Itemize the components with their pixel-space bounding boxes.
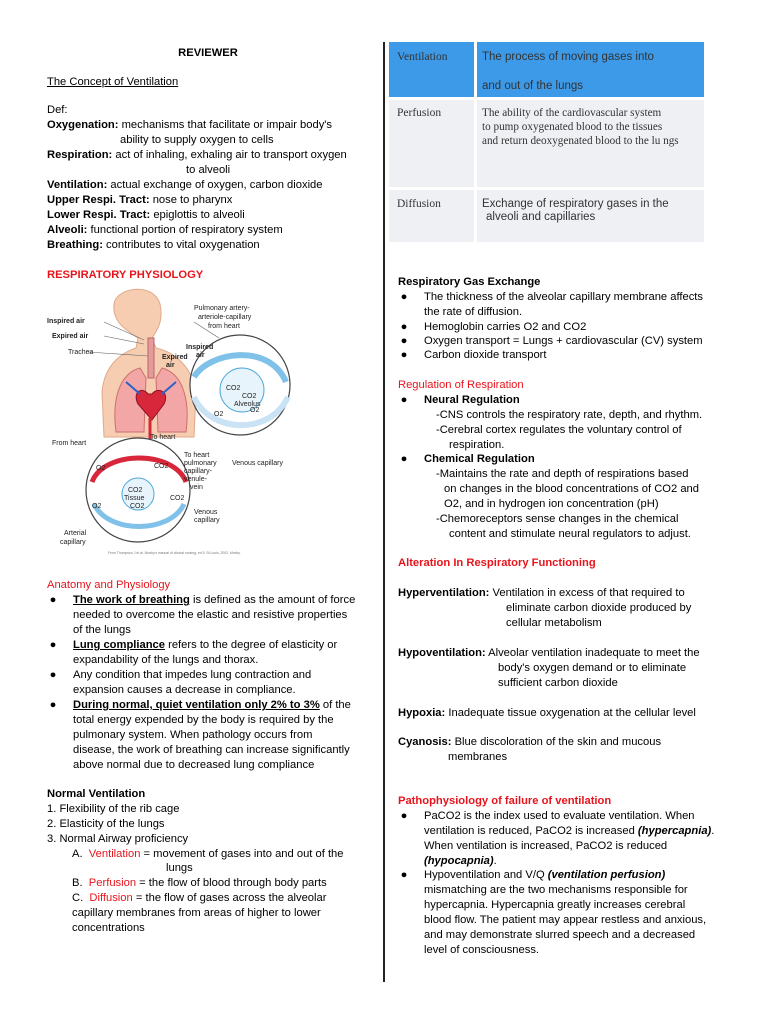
table-row: [389, 190, 704, 242]
fig-pulm-artery: Pulmonary artery-: [194, 305, 250, 312]
list-item: ● Any condition that impedes lung contraction and expansion causes a decrease in compliance.: [49, 669, 312, 696]
fig-credit: From Thompson J et al. Mosby's manual of clinical nursing, ed 5. St Louis, 2002, Mosby.: [108, 551, 241, 555]
chemical-line: O2, and in hydrogen ion concentration (pH): [444, 498, 659, 510]
fig-from-heart-top: from heart: [208, 323, 240, 330]
regulation-heading: Regulation of Respiration: [398, 379, 524, 391]
fig-arteriole: arteriole-capillary: [198, 314, 252, 321]
list-item: ● Hemoglobin carries O2 and CO2: [400, 321, 587, 333]
neural-line: -CNS controls the respiratory rate, depth, and rhythm.: [436, 409, 703, 421]
fig-co2-a: CO2: [226, 385, 241, 392]
fig-inspired-2: Inspired: [186, 344, 214, 351]
gas-exchange-heading: Respiratory Gas Exchange: [398, 276, 541, 288]
normal-vent-item: 2. Elasticity of the lungs: [47, 818, 165, 830]
table-label: Diffusion: [397, 198, 441, 210]
neural-line: -Cerebral cortex regulates the voluntary control of: [436, 424, 682, 436]
normal-vent-sub-a: A. Ventilation = movement of gases into and out of the: [72, 848, 344, 860]
fig-to-heart-2: To heart: [184, 452, 210, 459]
definition-oxygenation: Oxygenation: mechanisms that facilitate or impair body's: [47, 119, 333, 131]
neural-line: respiration.: [449, 439, 505, 451]
concept-heading: The Concept of Ventilation: [47, 76, 179, 88]
alteration-hypoxia: Hypoxia: Inadequate tissue oxygenation at the cellular level: [398, 707, 696, 719]
table-label: Ventilation: [397, 51, 448, 63]
fig-alveolus: Alveolus: [234, 401, 261, 408]
normal-vent-sub-c: C. Diffusion = the flow of gases across the alveolar: [72, 892, 327, 904]
fig-arterial-a: Arterial: [64, 530, 87, 537]
alteration-cont: body's oxygen demand or to eliminate: [498, 662, 687, 674]
list-item: ● Hypoventilation and V/Q (ventilation perfusion) mismatching are the two mechanisms responsible for hypercapnia. Hypercapnia greatly increases cerebral blood flow. The patient may appear restless and anxious, and may demonstrate slurred speech and a decreased level of consciousness.: [400, 869, 707, 956]
list-item: ● Neural Regulation: [400, 394, 520, 406]
table-desc: and out of the lungs: [482, 80, 584, 92]
respiratory-diagram: [44, 282, 296, 558]
diffusion-cont: concentrations: [72, 922, 145, 934]
fig-venous-2b: capillary: [194, 517, 220, 524]
fig-venous-2a: Venous: [194, 509, 218, 516]
list-item: ● The thickness of the alveolar capillary membrane affects the rate of diffusion.: [400, 291, 703, 318]
fig-expired-air: Expired air: [52, 333, 89, 340]
fig-o2-b: O2: [250, 407, 260, 414]
list-item: ● Chemical Regulation: [400, 453, 535, 465]
definition-cont: to alveoli: [186, 164, 231, 176]
fig-co2-f: CO2: [170, 495, 185, 502]
fig-o2-d: O2: [92, 503, 102, 510]
chemical-line: on changes in the blood concentrations of CO2 and: [444, 483, 700, 495]
table-desc: alveoli and capillaries: [486, 211, 596, 223]
alteration-cont: cellular metabolism: [506, 617, 602, 629]
def-label: Def:: [47, 104, 68, 116]
table-desc: The ability of the cardiovascular system: [482, 107, 662, 119]
definition-cont: ability to supply oxygen to cells: [120, 134, 274, 146]
fig-from-heart: From heart: [52, 440, 87, 447]
fig-air-3: air: [166, 362, 175, 369]
fig-co2-d: CO2: [128, 487, 143, 494]
chemical-line: -Maintains the rate and depth of respirations based: [436, 468, 689, 480]
fig-expired-2: Expired: [162, 354, 188, 361]
fig-pulm-cap-2: capillary-: [184, 468, 213, 475]
alteration-cont: eliminate carbon dioxide produced by: [506, 602, 692, 614]
table-desc: to pump oxygenated blood to the tissues: [482, 121, 663, 133]
list-item: ● Carbon dioxide transport: [400, 349, 547, 361]
definition-lower-tract: Lower Respi. Tract: epiglottis to alveoli: [47, 209, 245, 221]
alteration-cont: membranes: [448, 751, 508, 763]
alteration-hypoventilation: Hypoventilation: Alveolar ventilation inadequate to meet the: [398, 647, 700, 659]
fig-tissue: Tissue: [124, 495, 145, 502]
fig-venous-capillary: Venous capillary: [232, 460, 283, 467]
patho-heading: Pathophysiology of failure of ventilation: [398, 795, 612, 807]
definition-upper-tract: Upper Respi. Tract: nose to pharynx: [47, 194, 233, 206]
fig-co2-c: CO2: [154, 463, 169, 470]
normal-vent-item: 1. Flexibility of the rib cage: [47, 803, 180, 815]
fig-arterial-b: capillary: [60, 539, 86, 546]
alteration-hyperventilation: Hyperventilation: Ventilation in excess of that required to: [398, 587, 685, 599]
fig-pulm-cap-1: pulmonary: [184, 460, 217, 467]
table-desc: and return deoxygenated blood to the lu ngs: [482, 135, 679, 147]
page-title: REVIEWER: [178, 47, 238, 59]
list-item: ● Oxygen transport = Lungs + cardiovascular (CV) system: [400, 335, 703, 347]
fig-co2-b: CO2: [242, 393, 257, 400]
fig-pulm-cap-3: venule-: [184, 476, 207, 483]
fig-o2-a: O2: [214, 411, 224, 418]
fig-air-2: air: [196, 352, 205, 359]
fig-pulm-cap-4: vein: [190, 484, 203, 491]
fig-co2-e: CO2: [130, 503, 145, 510]
alteration-heading: Alteration In Respiratory Functioning: [398, 557, 596, 569]
chemical-line: -Chemoreceptors sense changes in the chemical: [436, 513, 679, 525]
table-desc: Exchange of respiratory gases in the: [482, 198, 669, 210]
anatomy-heading: Anatomy and Physiology: [47, 579, 171, 591]
fig-o2-c: O2: [96, 465, 106, 472]
chemical-line: content and stimulate neural regulators to adjust.: [449, 528, 691, 540]
definition-breathing: Breathing: contributes to vital oxygenation: [47, 239, 260, 251]
list-item: ● PaCO2 is the index used to evaluate ventilation. When ventilation is reduced, PaCO2 is increased (hypercapnia). When ventilation is increased, PaCO2 is reduced (hypocapnia).: [400, 810, 715, 867]
fig-trachea: Trachea: [68, 349, 94, 356]
normal-vent-heading: Normal Ventilation: [47, 788, 146, 800]
normal-vent-sub-cont: lungs: [166, 862, 193, 874]
resp-physiology-heading: RESPIRATORY PHYSIOLOGY: [47, 269, 204, 281]
definition-respiration: Respiration: act of inhaling, exhaling air to transport oxygen: [47, 149, 347, 161]
fig-inspired-air: Inspired air: [47, 318, 85, 325]
table-desc: The process of moving gases into: [482, 51, 654, 63]
trachea-shape: [148, 338, 154, 378]
column-divider: [383, 42, 385, 982]
normal-vent-sub-b: B. Perfusion = the flow of blood through body parts: [72, 877, 327, 889]
list-item: ● Lung compliance refers to the degree of elasticity or expandability of the lungs and thorax.: [49, 639, 338, 666]
table-row: [389, 100, 704, 187]
definition-ventilation: Ventilation: actual exchange of oxygen, carbon dioxide: [47, 179, 323, 191]
alteration-cyanosis: Cyanosis: Blue discoloration of the skin and mucous: [398, 736, 662, 748]
definition-alveoli: Alveoli: functional portion of respiratory system: [47, 224, 283, 236]
normal-vent-item: 3. Normal Airway proficiency: [47, 833, 189, 845]
table-label: Perfusion: [397, 107, 442, 119]
list-item: ● The work of breathing is defined as the amount of force needed to overcome the elastic and resistive properties of the lungs: [49, 594, 356, 636]
fig-to-heart: To heart: [150, 434, 176, 441]
list-item: ● During normal, quiet ventilation only 2% to 3% of the total energy expended by the body is required by the pulmonary system. When pathology occurs from disease, the work of breathing can increase significantly above normal due to decreased lung compliance: [49, 699, 351, 771]
diffusion-cont: capillary membranes from areas of higher to lower: [72, 907, 321, 919]
table-row: [389, 42, 704, 97]
alteration-cont: sufficient carbon dioxide: [498, 677, 618, 689]
